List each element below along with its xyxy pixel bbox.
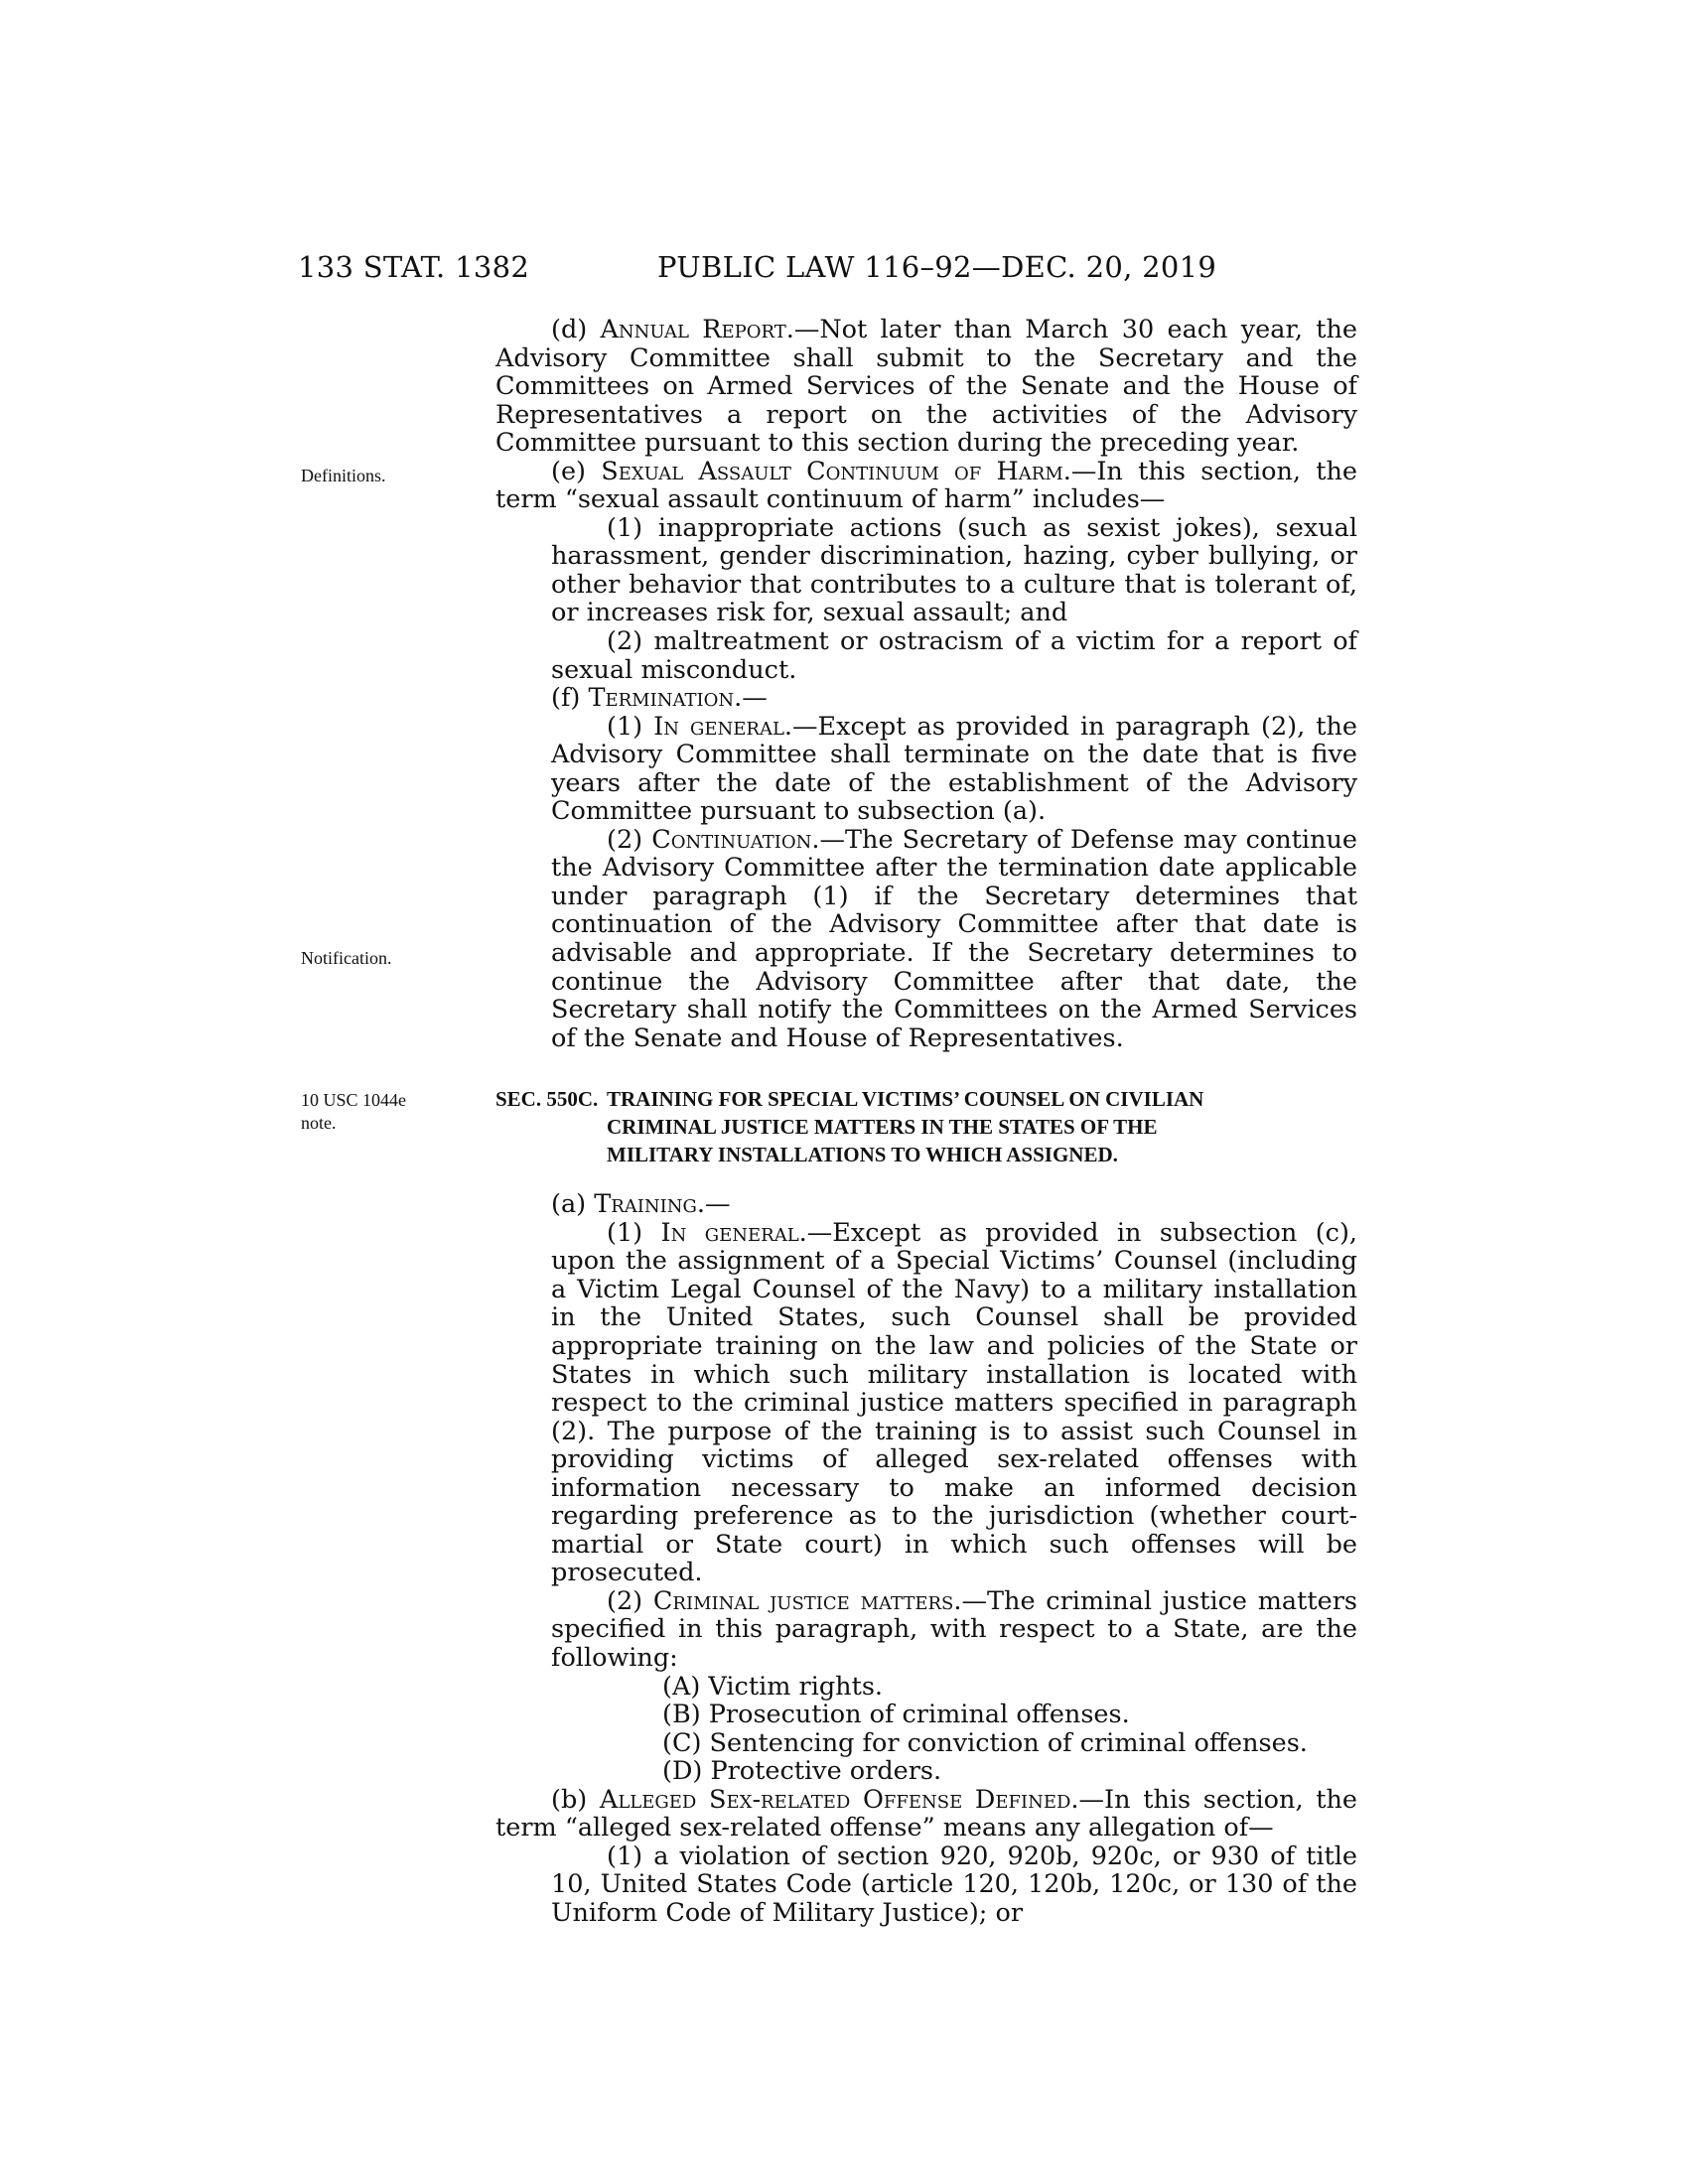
section-title-line-3: MILITARY INSTALLATIONS TO WHICH ASSIGNED. (607, 1143, 1118, 1167)
running-head: PUBLIC LAW 116–92—DEC. 20, 2019 (657, 250, 1217, 284)
subsection-b: (b) Alleged Sex-related Offense Defined.—In this section, the term “alleged sex-related offense” means any allegation of— (495, 1784, 1357, 1843)
margin-note-usc-line2: note. (301, 1113, 337, 1133)
subsection-f-heading: Termination (588, 683, 735, 714)
subsection-a-heading: Training (594, 1189, 697, 1220)
subsection-f-paragraph-2: (2) Continuation.—The Secretary of Defense may continue the Advisory Committee after the termination date applicable under paragraph (1) if the Secretary determines that continuation of the Advisory Committee after that date is advisable and appropriate. If the Secretary determines to continue the Advisory Committee after that date, the Secretary shall notify the Committees on the Armed Services of the Senate and House of Representatives. (551, 824, 1358, 1053)
subsection-e: (e) Sexual Assault Continuum of Harm.—In this section, the term “sexual assault continuum of harm” includes— (495, 456, 1357, 515)
subsection-e-paragraph-1: (1) inappropriate actions (such as sexist jokes), sexual harassment, gender discrimination, hazing, cyber bullying, or other behavior that contributes to a culture that is tolerant of, or increases risk for, sexual assault; and (551, 512, 1357, 628)
subsection-e-heading: Sexual Assault Continuum of Harm (601, 456, 1063, 486)
subsection-a-paragraph-1: (1) In general.—Except as provided in subsection (c), upon the assignment of a Special Victims’ Counsel (including a Victim Legal Counsel of the Navy) to a military installation in the United States, such Counsel shall be provided appropriate training on the law and policies of the State or States in which such military installation is located with respect to the criminal justice matters specified in paragraph (2). The purpose of the training is to assist such Counsel in providing victims of alleged sex-related offenses with information necessary to make an informed decision regarding preference as to the jurisdiction (whether court-martial or State court) in which such offenses will be prosecuted. (551, 1217, 1358, 1588)
subsection-a: (a) Training.— (551, 1189, 731, 1220)
margin-note-usc-line1: 10 USC 1044e (301, 1090, 407, 1110)
subsection-f-paragraph-1: (1) In general.—Except as provided in paragraph (2), the Advisory Committee shall terminate on the date that is five years after the date of the establishment of the Advisory Committee pursuant to subsection (a). (551, 711, 1357, 827)
subsection-b-paragraph-1: (1) a violation of section 920, 920b, 920c, or 930 of title 10, United States Code (article 120, 120b, 120c, or 130 of the Uniform Code of Military Justice); or (551, 1841, 1357, 1928)
section-number: SEC. 550C. (495, 1087, 599, 1112)
subsection-d-heading: Annual Report (600, 315, 786, 344)
statute-page-number: 133 STAT. 1382 (298, 250, 530, 284)
section-heading (495, 1085, 1357, 1168)
list-item: (D) Protective orders. (662, 1756, 942, 1787)
subsection-e-paragraph-2: (2) maltreatment or ostracism of a victim for a report of sexual misconduct. (551, 626, 1357, 685)
page-header (0, 250, 1688, 290)
subsection-d: (d) Annual Report.—Not later than March 30 each year, the Advisory Committee shall submit to the Secretary and the Committees on Armed Services of the Senate and the House of Representatives a report on the activities of the Advisory Committee pursuant to this section during the preceding year. (495, 315, 1357, 459)
section-title-line-2: CRIMINAL JUSTICE MATTERS IN THE STATES OF THE (607, 1115, 1158, 1140)
subsection-f: (f) Termination.— (551, 683, 768, 714)
list-item: (B) Prosecution of criminal offenses. (662, 1700, 1130, 1730)
subsection-b-heading: Alleged Sex-related Offense Defined (599, 1784, 1071, 1815)
margin-note-notification: Notification. (301, 948, 392, 968)
list-item: (A) Victim rights. (662, 1671, 884, 1702)
list-item: (C) Sentencing for conviction of criminal offenses. (662, 1727, 1308, 1758)
section-title-line-1: TRAINING FOR SPECIAL VICTIMS’ COUNSEL ON CIVILIAN (607, 1087, 1204, 1112)
document-body (495, 316, 1357, 1927)
subsection-a-paragraph-2: (2) Criminal justice matters.—The criminal justice matters specified in this paragraph, with respect to a State, are the following: (551, 1585, 1357, 1673)
margin-note-definitions: Definitions. (301, 466, 386, 485)
margin-note-usc (301, 1089, 406, 1135)
